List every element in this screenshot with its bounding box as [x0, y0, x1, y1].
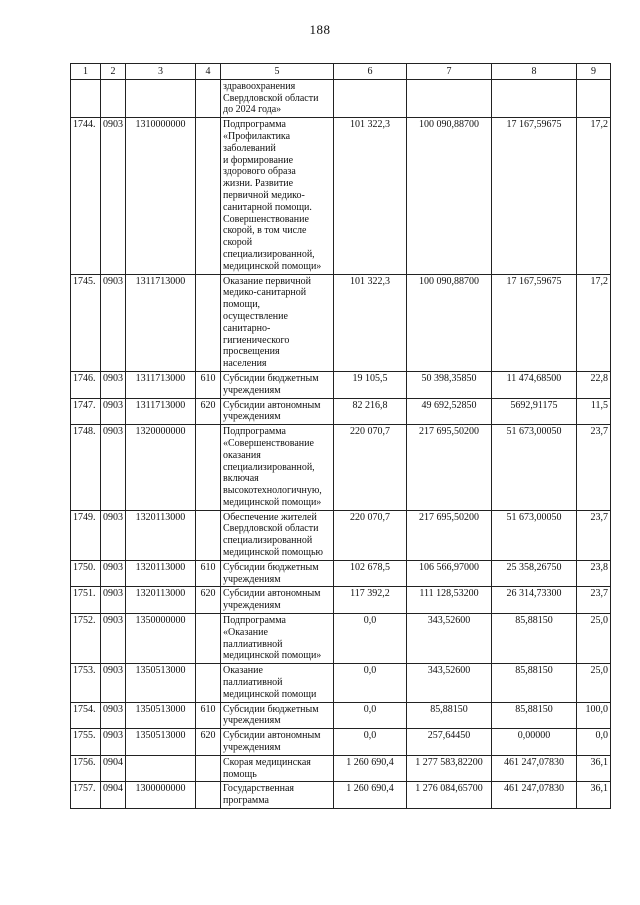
row-number: 1757.: [71, 782, 101, 809]
item-name: Субсидии автономным учреждениям: [221, 398, 334, 425]
column-header: 4: [196, 64, 221, 80]
target-article-code: 1311713000: [126, 371, 196, 398]
approved-amount: [334, 79, 407, 117]
execution-percent: 25,0: [577, 664, 611, 702]
executed-amount: 0,00000: [492, 729, 577, 756]
table-row: [71, 729, 611, 756]
expense-type-code: [196, 510, 221, 560]
executed-amount: 26 314,73300: [492, 587, 577, 614]
target-article-code: 1311713000: [126, 274, 196, 371]
executed-amount: 51 673,00050: [492, 425, 577, 511]
section-code: 0903: [101, 614, 126, 664]
table-row: [71, 425, 611, 511]
item-name: Скорая медицинская помощь: [221, 755, 334, 782]
row-number: 1745.: [71, 274, 101, 371]
table-row: [71, 664, 611, 702]
planned-amount: 257,64450: [407, 729, 492, 756]
planned-amount: 217 695,50200: [407, 510, 492, 560]
item-name: Государственная программа: [221, 782, 334, 809]
column-header: 3: [126, 64, 196, 80]
row-number: 1751.: [71, 587, 101, 614]
budget-table: [70, 63, 611, 809]
expense-type-code: 610: [196, 371, 221, 398]
target-article-code: 1320113000: [126, 560, 196, 587]
table-row: [71, 398, 611, 425]
table-row: [71, 587, 611, 614]
executed-amount: 17 167,59675: [492, 118, 577, 274]
section-code: 0903: [101, 274, 126, 371]
target-article-code: 1300000000: [126, 782, 196, 809]
expense-type-code: [196, 664, 221, 702]
section-code: 0904: [101, 782, 126, 809]
execution-percent: 22,8: [577, 371, 611, 398]
executed-amount: 85,88150: [492, 664, 577, 702]
column-header: 8: [492, 64, 577, 80]
table-row: [71, 560, 611, 587]
item-name: Оказание первичной медико-санитарной помощи, осуществление санитарно- гигиенического просвещения населения: [221, 274, 334, 371]
executed-amount: 25 358,26750: [492, 560, 577, 587]
executed-amount: 11 474,68500: [492, 371, 577, 398]
target-article-code: 1311713000: [126, 398, 196, 425]
column-header: 7: [407, 64, 492, 80]
target-article-code: 1320000000: [126, 425, 196, 511]
approved-amount: 102 678,5: [334, 560, 407, 587]
expense-type-code: 620: [196, 398, 221, 425]
execution-percent: 25,0: [577, 614, 611, 664]
expense-type-code: [196, 79, 221, 117]
approved-amount: 19 105,5: [334, 371, 407, 398]
table-row: [71, 614, 611, 664]
table-row: [71, 755, 611, 782]
item-name: Субсидии бюджетным учреждениям: [221, 702, 334, 729]
table-row: [71, 510, 611, 560]
expense-type-code: [196, 614, 221, 664]
target-article-code: 1320113000: [126, 510, 196, 560]
section-code: 0903: [101, 702, 126, 729]
executed-amount: 461 247,07830: [492, 755, 577, 782]
row-number: 1755.: [71, 729, 101, 756]
executed-amount: 85,88150: [492, 614, 577, 664]
execution-percent: 100,0: [577, 702, 611, 729]
planned-amount: 100 090,88700: [407, 274, 492, 371]
section-code: 0903: [101, 729, 126, 756]
section-code: 0903: [101, 118, 126, 274]
planned-amount: 85,88150: [407, 702, 492, 729]
execution-percent: 23,7: [577, 510, 611, 560]
planned-amount: 49 692,52850: [407, 398, 492, 425]
table-row: [71, 274, 611, 371]
item-name: Подпрограмма «Профилактика заболеваний и формирование здорового образа жизни. Развитие первичной медико- санитарной помощи. Совершенствование скорой, в том числе скорой специализированной, медицинской помощи»: [221, 118, 334, 274]
table-row: [71, 118, 611, 274]
executed-amount: 5692,91175: [492, 398, 577, 425]
item-name: Подпрограмма «Оказание паллиативной медицинской помощи»: [221, 614, 334, 664]
row-number: 1753.: [71, 664, 101, 702]
item-name: Обеспечение жителей Свердловской области специализированной медицинской помощью: [221, 510, 334, 560]
row-number: 1749.: [71, 510, 101, 560]
approved-amount: 1 260 690,4: [334, 755, 407, 782]
section-code: 0903: [101, 398, 126, 425]
header-row: [71, 64, 611, 80]
planned-amount: 50 398,35850: [407, 371, 492, 398]
planned-amount: 343,52600: [407, 664, 492, 702]
row-number: 1756.: [71, 755, 101, 782]
approved-amount: 1 260 690,4: [334, 782, 407, 809]
table-row: [71, 782, 611, 809]
execution-percent: [577, 79, 611, 117]
target-article-code: 1350513000: [126, 664, 196, 702]
approved-amount: 101 322,3: [334, 118, 407, 274]
planned-amount: 111 128,53200: [407, 587, 492, 614]
target-article-code: 1350513000: [126, 702, 196, 729]
planned-amount: 217 695,50200: [407, 425, 492, 511]
row-number: 1748.: [71, 425, 101, 511]
expense-type-code: 610: [196, 702, 221, 729]
section-code: [101, 79, 126, 117]
approved-amount: 117 392,2: [334, 587, 407, 614]
section-code: 0903: [101, 371, 126, 398]
row-number: 1754.: [71, 702, 101, 729]
approved-amount: 0,0: [334, 702, 407, 729]
execution-percent: 0,0: [577, 729, 611, 756]
planned-amount: 343,52600: [407, 614, 492, 664]
executed-amount: 17 167,59675: [492, 274, 577, 371]
column-header: 5: [221, 64, 334, 80]
execution-percent: 17,2: [577, 118, 611, 274]
expense-type-code: 610: [196, 560, 221, 587]
planned-amount: [407, 79, 492, 117]
approved-amount: 220 070,7: [334, 510, 407, 560]
execution-percent: 36,1: [577, 782, 611, 809]
target-article-code: 1320113000: [126, 587, 196, 614]
row-number: 1750.: [71, 560, 101, 587]
expense-type-code: 620: [196, 587, 221, 614]
approved-amount: 82 216,8: [334, 398, 407, 425]
section-code: 0903: [101, 560, 126, 587]
item-name: здравоохранения Свердловской области до 2024 года»: [221, 79, 334, 117]
expense-type-code: [196, 782, 221, 809]
item-name: Субсидии автономным учреждениям: [221, 587, 334, 614]
planned-amount: 1 276 084,65700: [407, 782, 492, 809]
execution-percent: 11,5: [577, 398, 611, 425]
expense-type-code: [196, 425, 221, 511]
executed-amount: 51 673,00050: [492, 510, 577, 560]
target-article-code: [126, 755, 196, 782]
execution-percent: 23,7: [577, 587, 611, 614]
expense-type-code: 620: [196, 729, 221, 756]
expense-type-code: [196, 274, 221, 371]
execution-percent: 36,1: [577, 755, 611, 782]
section-code: 0903: [101, 587, 126, 614]
item-name: Подпрограмма «Совершенствование оказания специализированной, включая высокотехнологичную, медицинской помощи»: [221, 425, 334, 511]
row-number: 1747.: [71, 398, 101, 425]
execution-percent: 23,7: [577, 425, 611, 511]
approved-amount: 0,0: [334, 729, 407, 756]
page-number: 188: [309, 22, 331, 37]
column-header: 9: [577, 64, 611, 80]
item-name: Субсидии автономным учреждениям: [221, 729, 334, 756]
executed-amount: [492, 79, 577, 117]
section-code: 0903: [101, 664, 126, 702]
row-number: 1752.: [71, 614, 101, 664]
planned-amount: 1 277 583,82200: [407, 755, 492, 782]
section-code: 0903: [101, 425, 126, 511]
target-article-code: [126, 79, 196, 117]
execution-percent: 23,8: [577, 560, 611, 587]
table-row: [71, 371, 611, 398]
table-row: [71, 79, 611, 117]
planned-amount: 100 090,88700: [407, 118, 492, 274]
item-name: Оказание паллиативной медицинской помощи: [221, 664, 334, 702]
execution-percent: 17,2: [577, 274, 611, 371]
approved-amount: 220 070,7: [334, 425, 407, 511]
approved-amount: 0,0: [334, 664, 407, 702]
table-row: [71, 702, 611, 729]
approved-amount: 101 322,3: [334, 274, 407, 371]
expense-type-code: [196, 118, 221, 274]
target-article-code: 1310000000: [126, 118, 196, 274]
item-name: Субсидии бюджетным учреждениям: [221, 560, 334, 587]
expense-type-code: [196, 755, 221, 782]
table-body: [71, 79, 611, 808]
target-article-code: 1350513000: [126, 729, 196, 756]
item-name: Субсидии бюджетным учреждениям: [221, 371, 334, 398]
column-header: 6: [334, 64, 407, 80]
row-number: [71, 79, 101, 117]
approved-amount: 0,0: [334, 614, 407, 664]
target-article-code: 1350000000: [126, 614, 196, 664]
section-code: 0903: [101, 510, 126, 560]
executed-amount: 461 247,07830: [492, 782, 577, 809]
row-number: 1746.: [71, 371, 101, 398]
row-number: 1744.: [71, 118, 101, 274]
section-code: 0904: [101, 755, 126, 782]
column-header: 1: [71, 64, 101, 80]
planned-amount: 106 566,97000: [407, 560, 492, 587]
column-header: 2: [101, 64, 126, 80]
executed-amount: 85,88150: [492, 702, 577, 729]
